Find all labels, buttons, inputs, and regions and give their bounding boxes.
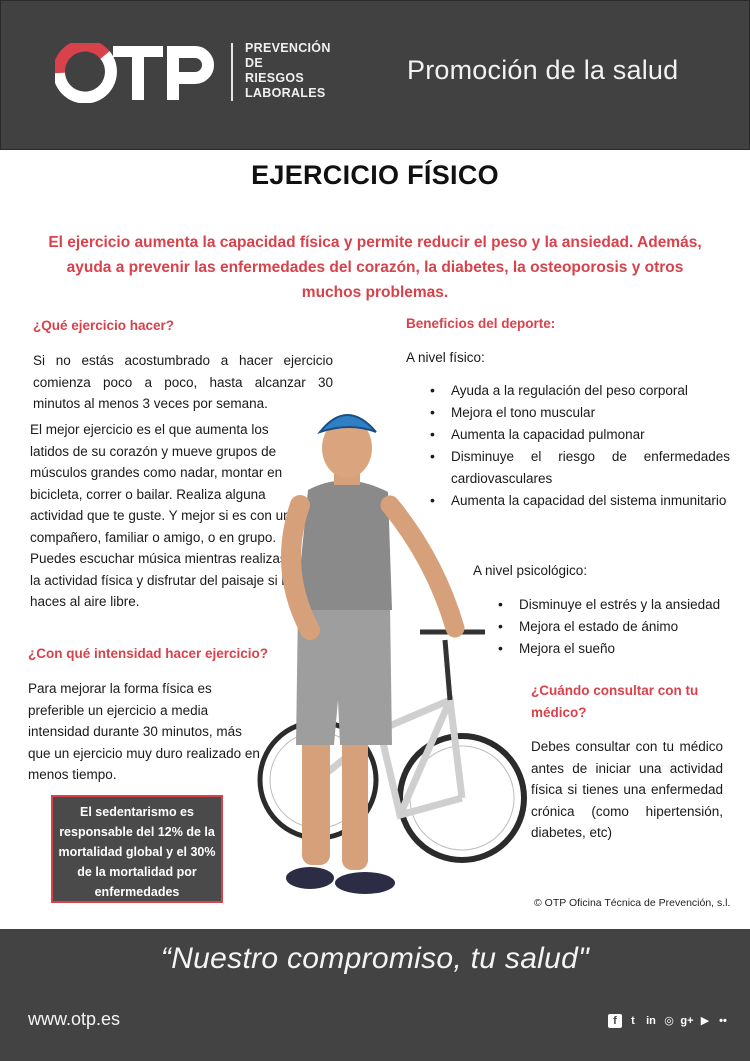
logo-subtitle-line: PREVENCIÓN bbox=[245, 41, 331, 55]
paragraph-start-slow: Si no estás acostumbrado a hacer ejercicio comienza poco a poco, hasta alcanzar 30 minutos al menos 3 veces por semana. bbox=[33, 353, 333, 411]
physical-benefits-list bbox=[430, 380, 730, 512]
paragraph-intensity: Para mejorar la forma física es preferible un ejercicio a media intensidad durante 30 minutos, más que un ejercicio muy duro realizado en menos tiempo. bbox=[28, 681, 260, 782]
facebook-icon[interactable]: f bbox=[608, 1014, 622, 1028]
question-when-consult: ¿Cuándo consultar con tu médico? bbox=[531, 683, 699, 720]
social-icons bbox=[608, 1014, 730, 1028]
paragraph-consult-doctor: Debes consultar con tu médico antes de iniciar una actividad física si tienes una enfermedad crónica (como hipertensión, diabetes, etc) bbox=[531, 739, 723, 840]
linkedin-icon[interactable]: in bbox=[646, 1015, 656, 1027]
otp-logo bbox=[55, 43, 215, 103]
list-item: • Aumenta la capacidad del sistema inmunitario bbox=[430, 490, 730, 512]
googleplus-icon[interactable]: g+ bbox=[680, 1015, 694, 1027]
logo-subtitle-line: DE bbox=[245, 56, 263, 70]
logo-subtitle-line: RIESGOS bbox=[245, 71, 305, 85]
question-what-exercise: ¿Qué ejercicio hacer? bbox=[33, 318, 175, 333]
twitter-icon[interactable]: t bbox=[631, 1015, 635, 1027]
flickr-icon[interactable]: •• bbox=[719, 1015, 727, 1027]
list-item: • Mejora el sueño bbox=[498, 638, 748, 660]
sedentarism-stat-box: El sedentarismo es responsable del 12% de la mortalidad global y el 30% de la mortalidad por enfermedades bbox=[51, 795, 223, 903]
youtube-icon[interactable]: ▶ bbox=[700, 1015, 710, 1027]
instagram-icon[interactable]: ◎ bbox=[664, 1015, 674, 1027]
footer-slogan: “Nuestro compromiso, tu salud" bbox=[160, 942, 590, 975]
page-title: EJERCICIO FÍSICO bbox=[251, 160, 499, 190]
list-item: • Mejora el tono muscular bbox=[430, 402, 730, 424]
logo-subtitle bbox=[245, 41, 355, 101]
copyright-notice: © OTP Oficina Técnica de Prevención, s.l. bbox=[534, 897, 731, 909]
list-item: • Aumenta la capacidad pulmonar bbox=[430, 424, 730, 446]
psychological-benefits-list bbox=[498, 594, 748, 660]
logo-divider bbox=[231, 43, 233, 101]
website-link[interactable]: www.otp.es bbox=[28, 1009, 121, 1029]
psychological-level-label: A nivel psicológico: bbox=[473, 563, 588, 578]
list-item: • Ayuda a la regulación del peso corporal bbox=[430, 380, 730, 402]
paragraph-best-exercise: El mejor ejercicio es el que aumenta los latidos de su corazón y mueve grupos de músculos grandes como nadar, montar en bicicleta, correr o bailar. Realiza alguna actividad que te guste. Y mejor si es con un compañero, familiar o amigo, o en grupo. Puedes escuchar música mientras realizas la actividad física y disfrutar del paisaje si la haces al aire libre. bbox=[30, 422, 292, 609]
logo-subtitle-line: LABORALES bbox=[245, 86, 326, 100]
header-title: Promoción de la salud bbox=[407, 55, 679, 85]
list-item: • Disminuye el riesgo de enfermedades cardiovasculares bbox=[430, 446, 730, 489]
question-intensity: ¿Con qué intensidad hacer ejercicio? bbox=[28, 646, 269, 661]
list-item: • Mejora el estado de ánimo bbox=[498, 616, 748, 638]
list-item: • Disminuye el estrés y la ansiedad bbox=[498, 594, 748, 616]
intro-paragraph: El ejercicio aumenta la capacidad física y permite reducir el peso y la ansiedad. Además, ayuda a prevenir las enfermedades del corazón, la diabetes, la osteoporosis y otros muchos problemas. bbox=[48, 234, 702, 301]
header-banner bbox=[0, 0, 750, 150]
physical-level-label: A nivel físico: bbox=[406, 350, 485, 365]
benefits-title: Beneficios del deporte: bbox=[406, 316, 556, 331]
